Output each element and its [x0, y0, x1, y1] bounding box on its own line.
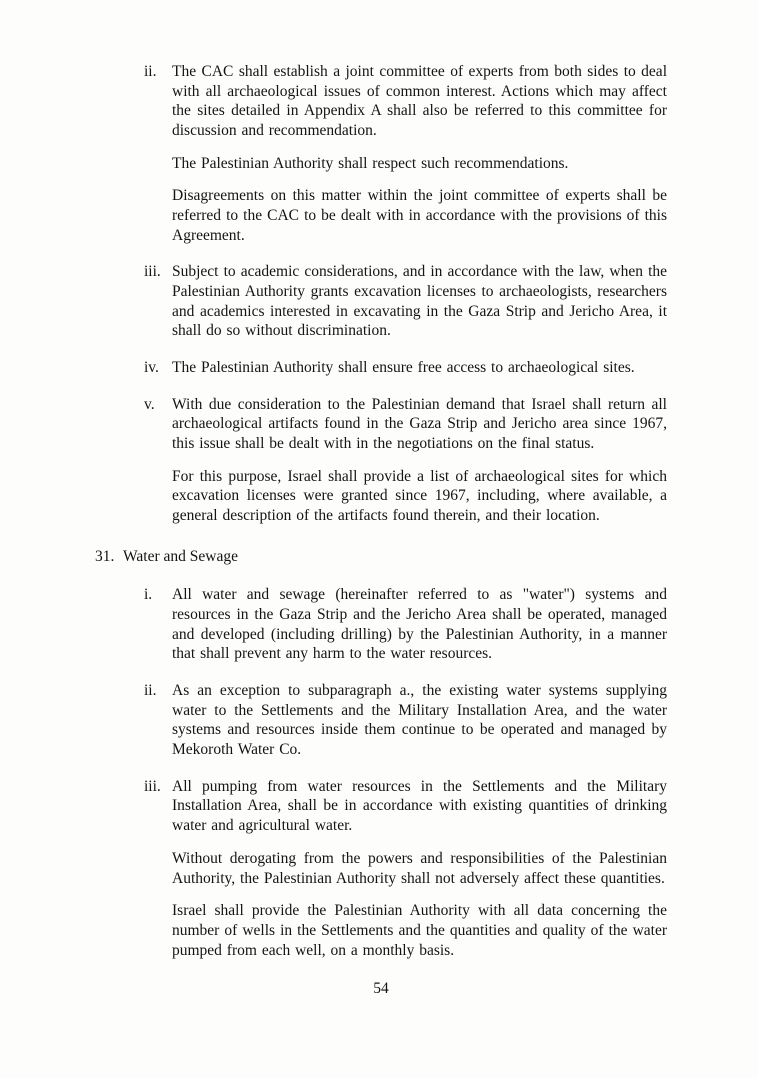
- list-item: [144, 262, 667, 341]
- item-paragraph: Israel shall provide the Palestinian Authority with all data concerning the number of wells in the Settlements and the quantities and quality of the water pumped from each well, on a monthly basis.: [172, 902, 667, 959]
- item-paragraph: Without derogating from the powers and responsibilities of the Palestinian Authority, the Palestinian Authority shall not adversely affect these quantities.: [172, 849, 667, 887]
- page-number: 54: [373, 980, 389, 997]
- list-item: [144, 681, 667, 760]
- item-body: [172, 358, 667, 378]
- item-paragraph: With due consideration to the Palestinian demand that Israel shall return all archaeological artifacts found in the Gaza Strip and Jericho area since 1967, this issue shall be dealt with in the negotiations on the final status.: [172, 395, 667, 453]
- list-item: [144, 62, 667, 245]
- item-marker: iii.: [144, 263, 161, 281]
- item-marker: iii.: [144, 777, 161, 795]
- section-heading: [95, 547, 667, 567]
- item-paragraph: All water and sewage (hereinafter referred to as "water") systems and resources in the Gaza Strip and the Jericho Area shall be operated, managed and developed (including drilling) by the Palestinian Authority, in a manner that shall prevent any harm to the water resources.: [172, 586, 667, 663]
- section-number: 31.: [95, 547, 115, 565]
- item-body: [172, 585, 667, 664]
- list-item: [144, 777, 667, 960]
- item-body: [172, 681, 667, 760]
- item-body: [172, 62, 667, 245]
- item-marker: ii.: [144, 682, 157, 700]
- item-paragraph: For this purpose, Israel shall provide a list of archaeological sites for which excavation licenses were granted since 1967, including, where available, a general description of the artifacts found therein, and their location.: [172, 467, 667, 525]
- item-paragraph: All pumping from water resources in the Settlements and the Military Installation Area, shall be in accordance with existing quantities of drinking water and agricultural water.: [172, 777, 667, 835]
- section-title: Water and Sewage: [123, 547, 238, 565]
- list-item: [144, 358, 667, 378]
- item-body: [172, 262, 667, 341]
- item-marker: iv.: [144, 359, 159, 377]
- item-body: [172, 395, 667, 526]
- item-paragraph: The Palestinian Authority shall ensure free access to archaeological sites.: [172, 359, 635, 377]
- item-paragraph: Subject to academic considerations, and in accordance with the law, when the Palestinian Authority grants excavation licenses to archaeologists, researchers and academics interested in excavating in the Gaza Strip and Jericho Area, it shall do so without discrimination.: [172, 263, 667, 340]
- item-paragraph: The CAC shall establish a joint committee of experts from both sides to deal with all archaeological issues of common interest. Actions which may affect the sites detailed in Appendix A shall also be referred to this committee for discussion and recommendation.: [172, 63, 667, 140]
- item-marker: v.: [144, 395, 155, 413]
- list-item: [144, 395, 667, 526]
- item-body: [172, 777, 667, 960]
- list-item: [144, 585, 667, 664]
- item-paragraph: Disagreements on this matter within the joint committee of experts shall be referred to the CAC to be dealt with in accordance with the provisions of this Agreement.: [172, 187, 667, 244]
- item-paragraph: As an exception to subparagraph a., the existing water systems supplying water to the Settlements and the Military Installation Area, and the water systems and resources inside them continue to be operated and managed by Mekoroth Water Co.: [172, 682, 667, 759]
- item-marker: ii.: [144, 63, 157, 80]
- page-content: [95, 62, 667, 977]
- item-marker: i.: [144, 586, 153, 604]
- item-paragraph: The Palestinian Authority shall respect such recommendations.: [172, 154, 569, 172]
